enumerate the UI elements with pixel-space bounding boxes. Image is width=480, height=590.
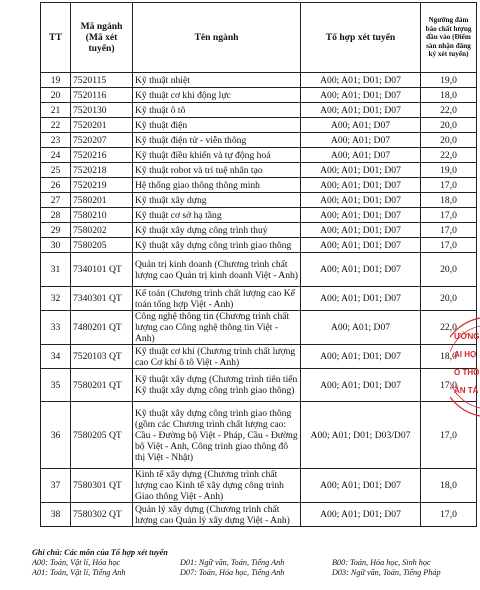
row-diem: 17,0: [421, 503, 477, 527]
table-row: [41, 469, 477, 503]
row-ma-nganh: 7520219: [71, 178, 133, 193]
admission-table: [40, 2, 480, 527]
row-to-hop: A00; A01; D01; D07: [301, 73, 421, 88]
row-diem: 17,0: [421, 402, 477, 469]
row-tt: 20: [41, 88, 71, 103]
row-ten-nganh: Kỹ thuật xây dựng công trình giao thông (gồm các Chương trình chất lượng cao: Cầu - Đường bộ Việt - Pháp, Cầu - Đường bộ Việt - Anh, Công trình giao thông đô thị Việt - Nhật): [133, 402, 301, 469]
row-to-hop: A00; A01; D01; D07: [301, 208, 421, 223]
note-b00: B00: Toán, Hóa học, Sinh học: [332, 558, 431, 567]
row-to-hop: A00; A01; D01; D07: [301, 253, 421, 287]
row-ten-nganh: Kỹ thuật xây dựng công trình thuỷ: [133, 223, 301, 238]
table-row: [41, 193, 477, 208]
row-to-hop: A00; A01; D07: [301, 118, 421, 133]
row-diem: 17,0: [421, 208, 477, 223]
row-ten-nganh: Kỹ thuật cơ sở hạ tầng: [133, 208, 301, 223]
header-ten-nganh: Tên ngành: [133, 3, 301, 73]
row-ma-nganh: 7580201 QT: [71, 369, 133, 402]
row-ma-nganh: 7340101 QT: [71, 253, 133, 287]
row-ten-nganh: Kỹ thuật điện: [133, 118, 301, 133]
row-diem: 17,0: [421, 238, 477, 253]
row-diem: 20,0: [421, 133, 477, 148]
row-diem: 19,0: [421, 163, 477, 178]
row-to-hop: A00; A01; D07: [301, 133, 421, 148]
table-row: [41, 238, 477, 253]
seal-text-line: ẬN TẢ: [454, 386, 479, 395]
row-ten-nganh: Kinh tế xây dựng (Chương trình chất lượng cao Kinh tế xây dựng công trình Giao thông Việt - Anh): [133, 469, 301, 503]
row-ma-nganh: 7580202: [71, 223, 133, 238]
seal-text-line: AI HỌ: [454, 350, 477, 359]
row-diem: 20,0: [421, 287, 477, 311]
row-ten-nganh: Hệ thống giao thông thông minh: [133, 178, 301, 193]
row-ma-nganh: 7340301 QT: [71, 287, 133, 311]
row-tt: 25: [41, 163, 71, 178]
header-nguong: Ngưỡng đảm bảo chất lượng đầu vào (Điểm sàn nhận đăng ký xét tuyển): [421, 3, 477, 73]
row-diem: 19,0: [421, 73, 477, 88]
notes-row-1: [32, 558, 477, 568]
row-to-hop: A00; A01; D01; D03/D07: [301, 402, 421, 469]
row-tt: 36: [41, 402, 71, 469]
row-diem: 18,0: [421, 88, 477, 103]
table-row: [41, 402, 477, 469]
row-to-hop: A00; A01; D01; D07: [301, 193, 421, 208]
header-to-hop: Tổ hợp xét tuyển: [301, 3, 421, 73]
row-ma-nganh: 7520207: [71, 133, 133, 148]
table-header-row: [41, 3, 477, 73]
note-d07: D07: Toán, Hóa học, Tiếng Anh: [180, 568, 285, 577]
row-diem: 17,0: [421, 369, 477, 402]
row-to-hop: A00; A01; D01; D07: [301, 369, 421, 402]
row-ten-nganh: Kỹ thuật xây dựng công trình giao thông: [133, 238, 301, 253]
seal-text-line: O THÔ: [454, 368, 480, 377]
row-diem: 17,0: [421, 178, 477, 193]
row-tt: 24: [41, 148, 71, 163]
row-diem: 17,0: [421, 223, 477, 238]
header-tt: TT: [41, 3, 71, 73]
row-diem: 20,0: [421, 253, 477, 287]
row-ma-nganh: 7520216: [71, 148, 133, 163]
row-ten-nganh: Kỹ thuật nhiệt: [133, 73, 301, 88]
row-tt: 23: [41, 133, 71, 148]
row-to-hop: A00; A01; D07: [301, 311, 421, 345]
row-to-hop: A00; A01; D07: [301, 148, 421, 163]
row-to-hop: A00; A01; D01; D07: [301, 238, 421, 253]
row-ma-nganh: 7580201: [71, 193, 133, 208]
row-ten-nganh: Kỹ thuật cơ khí (Chương trình chất lượng cao Cơ khí ô tô Việt - Anh): [133, 345, 301, 369]
notes-row-2: [32, 568, 477, 578]
row-ma-nganh: 7480201 QT: [71, 311, 133, 345]
row-to-hop: A00; A01; D01; D07: [301, 163, 421, 178]
row-ma-nganh: 7580301 QT: [71, 469, 133, 503]
row-to-hop: A00; A01; D01; D07: [301, 103, 421, 118]
row-ten-nganh: Kỹ thuật cơ khí động lực: [133, 88, 301, 103]
table-row: [41, 369, 477, 402]
row-ten-nganh: Kỹ thuật xây dựng (Chương trình tiên tiến Kỹ thuật xây dựng công trình giao thông): [133, 369, 301, 402]
row-ten-nganh: Kỹ thuật ô tô: [133, 103, 301, 118]
table-row: [41, 345, 477, 369]
notes: [32, 548, 477, 578]
table-row: [41, 503, 477, 527]
row-ten-nganh: Công nghệ thông tin (Chương trình chất lượng cao Công nghệ thông tin Việt - Anh): [133, 311, 301, 345]
row-tt: 34: [41, 345, 71, 369]
table-row: [41, 103, 477, 118]
row-ma-nganh: 7580210: [71, 208, 133, 223]
row-diem: 22,0: [421, 103, 477, 118]
row-ma-nganh: 7520115: [71, 73, 133, 88]
row-diem: 18,0: [421, 345, 477, 369]
row-ma-nganh: 7520218: [71, 163, 133, 178]
row-to-hop: A00; A01; D01; D07: [301, 178, 421, 193]
row-tt: 29: [41, 223, 71, 238]
row-tt: 19: [41, 73, 71, 88]
note-d03: D03: Ngữ văn, Toán, Tiếng Pháp: [332, 568, 441, 577]
row-tt: 22: [41, 118, 71, 133]
table-row: [41, 223, 477, 238]
table-row: [41, 88, 477, 103]
header-ma-nganh: Mã ngành (Mã xét tuyển): [71, 3, 133, 73]
table-row: [41, 148, 477, 163]
row-ten-nganh: Kỹ thuật điện tử - viễn thông: [133, 133, 301, 148]
row-ten-nganh: Quản lý xây dựng (Chương trình chất lượng cao Quản lý xây dựng Việt - Anh): [133, 503, 301, 527]
row-tt: 32: [41, 287, 71, 311]
row-to-hop: A00; A01; D01; D07: [301, 503, 421, 527]
row-diem: 18,0: [421, 193, 477, 208]
row-ma-nganh: 7520130: [71, 103, 133, 118]
row-ma-nganh: 7520116: [71, 88, 133, 103]
note-a01: A01: Toán, Vật lí, Tiếng Anh: [32, 568, 126, 577]
row-ten-nganh: Kỹ thuật xây dựng: [133, 193, 301, 208]
table-body: [41, 73, 480, 527]
table-row: [41, 133, 477, 148]
row-to-hop: A00; A01; D01; D07: [301, 469, 421, 503]
admission-table-container: [40, 2, 476, 527]
row-tt: 38: [41, 503, 71, 527]
seal-text: [454, 328, 479, 400]
row-ma-nganh: 7520103 QT: [71, 345, 133, 369]
row-ma-nganh: 7520201: [71, 118, 133, 133]
row-tt: 35: [41, 369, 71, 402]
row-tt: 28: [41, 208, 71, 223]
row-tt: 21: [41, 103, 71, 118]
row-ten-nganh: Kỹ thuật điều khiển và tự động hoá: [133, 148, 301, 163]
row-diem: 22,0: [421, 148, 477, 163]
table-row: [41, 73, 477, 88]
note-d01: D01: Ngữ văn, Toán, Tiếng Anh: [180, 558, 285, 567]
row-ten-nganh: Kế toán (Chương trình chất lượng cao Kế toán tổng hợp Việt - Anh): [133, 287, 301, 311]
row-tt: 31: [41, 253, 71, 287]
row-ten-nganh: Kỹ thuật robot và trí tuệ nhân tạo: [133, 163, 301, 178]
row-diem: 20,0: [421, 118, 477, 133]
table-row: [41, 208, 477, 223]
table-row: [41, 287, 477, 311]
row-to-hop: A00; A01; D01; D07: [301, 345, 421, 369]
table-row: [41, 253, 477, 287]
table-row: [41, 163, 477, 178]
row-tt: 33: [41, 311, 71, 345]
row-to-hop: A00; A01; D01; D07: [301, 88, 421, 103]
row-tt: 27: [41, 193, 71, 208]
row-tt: 30: [41, 238, 71, 253]
row-to-hop: A00; A01; D01; D07: [301, 223, 421, 238]
row-ma-nganh: 7580205: [71, 238, 133, 253]
row-ma-nganh: 7580205 QT: [71, 402, 133, 469]
seal-text-line: ƯỜNG: [454, 332, 480, 341]
row-diem: 22,0: [421, 311, 477, 345]
row-ten-nganh: Quản trị kinh doanh (Chương trình chất lượng cao Quản trị kinh doanh Việt - Anh): [133, 253, 301, 287]
row-ma-nganh: 7580302 QT: [71, 503, 133, 527]
seal-stamp: [450, 312, 480, 422]
row-diem: 18,0: [421, 469, 477, 503]
notes-title: Ghi chú: Các môn của Tổ hợp xét tuyển: [32, 548, 168, 557]
row-to-hop: A00; A01; D01; D07: [301, 287, 421, 311]
note-a00: A00: Toán, Vật lí, Hóa học: [32, 558, 121, 567]
table-row: [41, 178, 477, 193]
row-tt: 26: [41, 178, 71, 193]
row-tt: 37: [41, 469, 71, 503]
table-row: [41, 311, 477, 345]
table-row: [41, 118, 477, 133]
